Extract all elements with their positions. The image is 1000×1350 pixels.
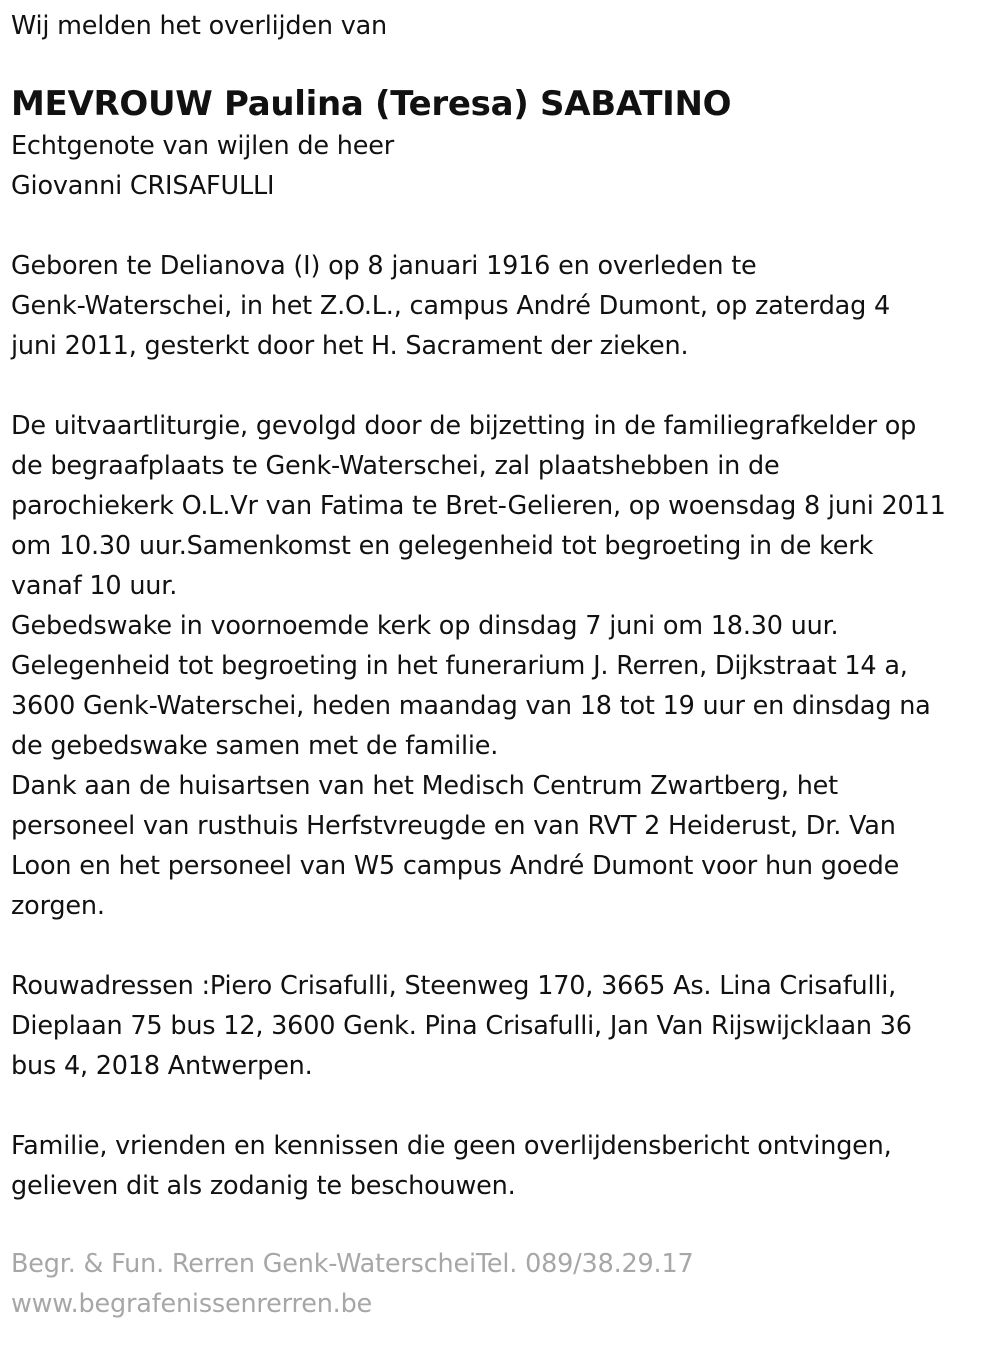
paragraph-line: juni 2011, gesterkt door het H. Sacrament der zieken. [11, 331, 689, 361]
spouse-line: Giovanni CRISAFULLI [11, 171, 275, 201]
paragraph-line: Dank aan de huisartsen van het Medisch Centrum Zwartberg, het [11, 771, 838, 801]
funeral-home-contact: Begr. & Fun. Rerren Genk-WaterscheiTel. 089/38.29.17 [11, 1249, 694, 1279]
paragraph-line: zorgen. [11, 891, 105, 921]
address-paragraph [11, 966, 993, 1086]
paragraph-line: Loon en het personeel van W5 campus André Dumont voor hun goede [11, 851, 900, 881]
paragraph-line: Gelegenheid tot begroeting in het funerarium J. Rerren, Dijkstraat 14 a, [11, 651, 908, 681]
paragraph-line: Gebedswake in voornoemde kerk op dinsdag 7 juni om 18.30 uur. [11, 611, 839, 641]
birth-death-paragraph [11, 246, 993, 366]
paragraph-line: de gebedswake samen met de familie. [11, 731, 499, 761]
paragraph-line: Geboren te Delianova (I) op 8 januari 1916 en overleden te [11, 251, 757, 281]
paragraph-line: De uitvaartliturgie, gevolgd door de bijzetting in de familiegrafkelder op [11, 411, 917, 441]
paragraph-line: Dieplaan 75 bus 12, 3600 Genk. Pina Crisafulli, Jan Van Rijswijcklaan 36 [11, 1011, 912, 1041]
death-notice [11, 0, 993, 1324]
deceased-name: MEVROUW Paulina (Teresa) SABATINO [11, 84, 732, 124]
closing-paragraph [11, 1126, 993, 1206]
paragraph-line: personeel van rusthuis Herfstvreugde en van RVT 2 Heiderust, Dr. Van [11, 811, 896, 841]
paragraph-line: gelieven dit als zodanig te beschouwen. [11, 1171, 516, 1201]
paragraph-line: Genk-Waterschei, in het Z.O.L., campus André Dumont, op zaterdag 4 [11, 291, 891, 321]
funeral-home-website: www.begrafenissenrerren.be [11, 1289, 373, 1319]
spouse-section [11, 126, 993, 206]
funeral-home-footer [11, 1244, 993, 1324]
paragraph-line: Rouwadressen :Piero Crisafulli, Steenweg 170, 3665 As. Lina Crisafulli, [11, 971, 896, 1001]
paragraph-line: de begraafplaats te Genk-Waterschei, zal plaatshebben in de [11, 451, 780, 481]
paragraph-line: Familie, vrienden en kennissen die geen overlijdensbericht ontvingen, [11, 1131, 892, 1161]
paragraph-line: parochiekerk O.L.Vr van Fatima te Bret-Gelieren, op woensdag 8 juni 2011 [11, 491, 946, 521]
intro-text: Wij melden het overlijden van [11, 11, 387, 41]
paragraph-line: vanaf 10 uur. [11, 571, 178, 601]
funeral-paragraph [11, 406, 993, 926]
paragraph-line: 3600 Genk-Waterschei, heden maandag van 18 tot 19 uur en dinsdag na [11, 691, 931, 721]
paragraph-line: bus 4, 2018 Antwerpen. [11, 1051, 313, 1081]
paragraph-line: om 10.30 uur.Samenkomst en gelegenheid tot begroeting in de kerk [11, 531, 874, 561]
spouse-line: Echtgenote van wijlen de heer [11, 131, 394, 161]
